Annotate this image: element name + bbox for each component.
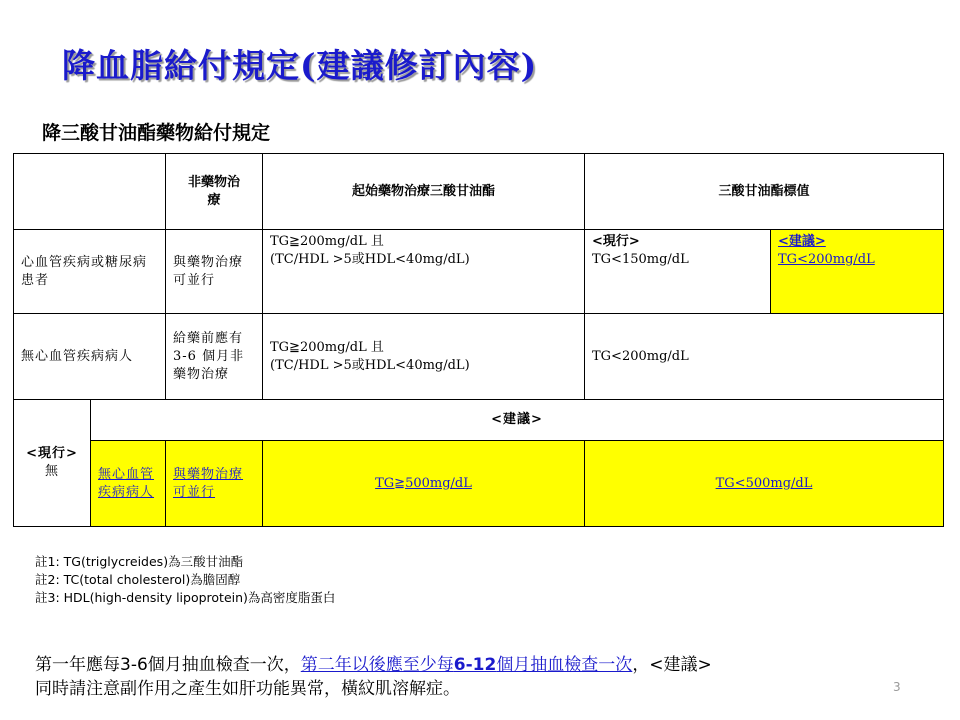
header-non-drug: 非藥物治療	[166, 154, 263, 230]
target-tg-proposed: TG<500mg/dL	[585, 441, 944, 527]
proposed-header: <建議>	[91, 400, 944, 441]
group-no-cardio: 無心血管疾病病人	[14, 314, 166, 400]
start-tg-line2: (TC/HDL >5或HDL<40mg/dL)	[270, 252, 470, 267]
footnotes	[35, 553, 335, 607]
header-target-tg: 三酸甘油酯標值	[585, 154, 944, 230]
table-header-row	[14, 154, 944, 230]
current-label: <現行>	[26, 446, 78, 461]
start-tg-cell	[263, 314, 585, 400]
footnote-3: 註3: HDL(high-density lipoprotein)為高密度脂蛋白	[35, 590, 336, 605]
section-title: 降三酸甘油酯藥物給付規定	[42, 122, 271, 144]
proposed-value: TG<200mg/dL	[778, 252, 875, 267]
page-number: 3	[893, 680, 901, 694]
non-drug-cell: 給藥前應有 3-6 個月非藥物治療	[166, 314, 263, 400]
start-tg-line1: TG≧200mg/dL 且	[270, 234, 384, 249]
bottom-link-b[interactable]: 6-12	[453, 655, 497, 675]
table-row	[14, 230, 944, 314]
target-cell: TG<200mg/dL	[585, 314, 944, 400]
bottom-link-c[interactable]: 個月抽血檢查一次	[496, 655, 633, 675]
bottom-link-a[interactable]: 第二年以後應至少每	[300, 655, 454, 675]
current-value: 無	[44, 464, 59, 479]
footnote-2: 註2: TC(total cholesterol)為膽固醇	[35, 572, 241, 587]
current-label: <現行>	[592, 234, 640, 249]
proposed-label: <建議>	[778, 234, 826, 249]
bottom-line-2: 同時請注意副作用之產生如肝功能異常，橫紋肌溶解症。	[35, 679, 460, 699]
non-drug-proposed: 與藥物治療可並行	[166, 441, 263, 527]
proposed-header-row	[14, 400, 944, 441]
reimbursement-table	[13, 153, 944, 527]
table-row	[14, 441, 944, 527]
header-empty-cell	[14, 154, 166, 230]
non-drug-cell: 與藥物治療可並行	[166, 230, 263, 314]
target-current-cell	[585, 230, 771, 314]
start-tg-line2: (TC/HDL >5或HDL<40mg/dL)	[270, 357, 470, 373]
header-start-tg: 起始藥物治療三酸甘油酯	[263, 154, 585, 230]
footnote-1: 註1: TG(triglycreides)為三酸甘油酯	[35, 554, 244, 569]
page-title: 降血脂給付規定(建議修訂內容)	[62, 46, 538, 85]
current-none-cell	[14, 400, 91, 527]
table-row	[14, 314, 944, 400]
bottom-prefix: 第一年應每3-6個月抽血檢查一次，	[35, 655, 301, 675]
group-cardio-diabetes: 心血管疾病或糖尿病患者	[14, 230, 166, 314]
current-value: TG<150mg/dL	[592, 252, 689, 267]
target-proposed-cell	[771, 230, 944, 314]
bottom-suffix: ，<建議>	[632, 655, 712, 675]
group-no-cardio-proposed: 無心血管疾病病人	[91, 441, 166, 527]
bottom-line-1	[35, 653, 712, 677]
start-tg-line1: TG≧200mg/dL 且	[270, 339, 384, 355]
bottom-text	[35, 653, 712, 701]
start-tg-proposed: TG≧500mg/dL	[263, 441, 585, 527]
start-tg-cell	[263, 230, 585, 314]
